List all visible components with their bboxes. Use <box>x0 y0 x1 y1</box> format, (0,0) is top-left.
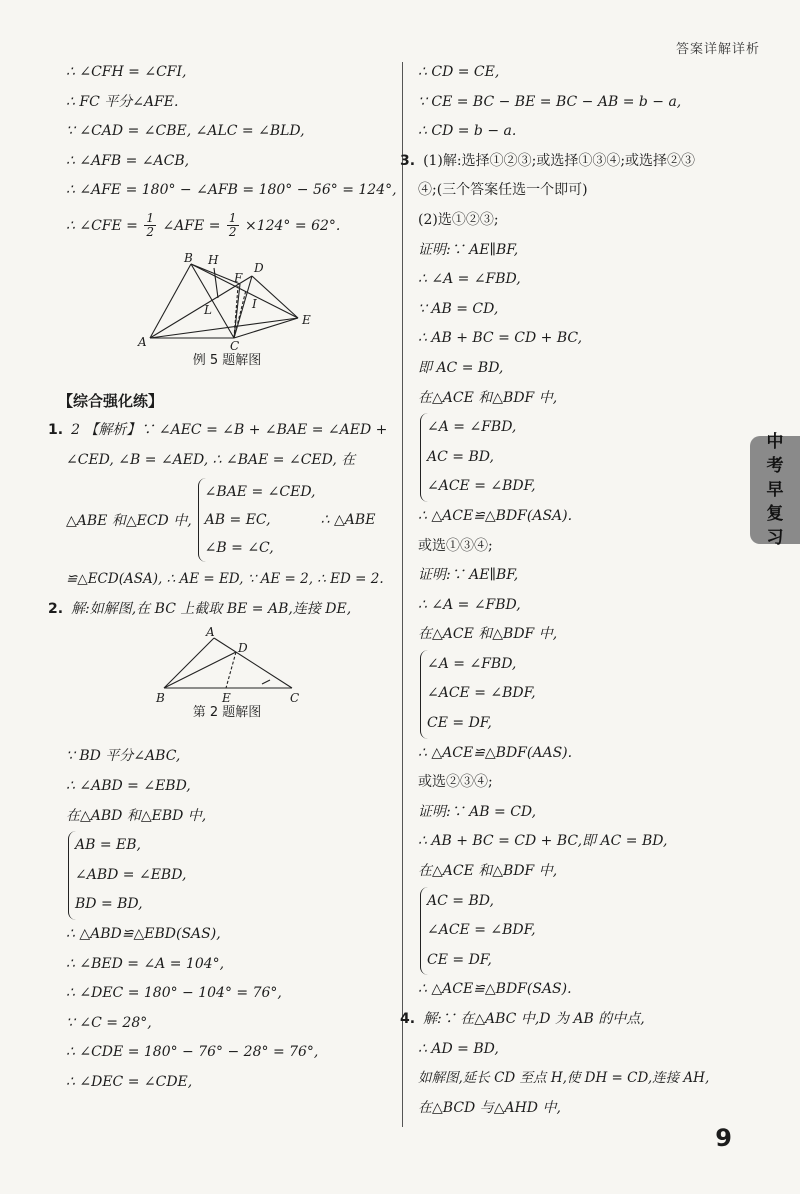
text-line: ∴ FC 平分∠AFE. <box>66 93 179 110</box>
text-segment: △ABE 和△ECD 中, <box>66 513 192 530</box>
fraction <box>227 212 239 239</box>
text-line: 在△BCD 与△AHD 中, <box>418 1099 561 1116</box>
text-line: ∴ ∠CFH = ∠CFI, <box>66 64 187 80</box>
text-line: ∠ACE = ∠BDF, <box>427 478 536 495</box>
text-line: ∵ ∠C = 28°, <box>66 1014 152 1031</box>
text-line: ∴ CD = b − a. <box>418 123 517 140</box>
text-line: ∴ ∠DEC = ∠CDE, <box>66 1073 193 1090</box>
text-line: ∴ ∠AFB = ∠ACB, <box>66 152 190 169</box>
fraction <box>144 212 156 239</box>
fig2-label-B: B <box>156 691 165 703</box>
spacer <box>66 372 388 386</box>
question-number: 2. <box>48 600 64 617</box>
text-line: ∴ AB + BC = CD + BC, <box>418 330 583 347</box>
right-column <box>400 58 758 1123</box>
text-line: ∠ACE = ∠BDF, <box>427 685 536 702</box>
figure-example-5 <box>66 250 388 350</box>
fig1-label-H: H <box>208 252 219 267</box>
text-line: ∠CED, ∠B = ∠AED, ∴ ∠BAE = ∠CED, 在 <box>66 451 356 468</box>
spacer <box>66 724 388 742</box>
text-line: BD = BD, <box>75 896 143 913</box>
brace-system <box>420 413 597 502</box>
fig1-label-B: B <box>184 250 193 265</box>
text-line: CE = DF, <box>427 951 492 968</box>
fig1-label-E: E <box>302 312 311 327</box>
fig2-label-D: D <box>238 641 248 656</box>
text-line: (2)选①②③; <box>418 211 499 228</box>
text-line: 如解图,延长 CD 至点 H,使 DH = CD,连接 AH, <box>418 1070 710 1087</box>
text-line: ∠BAE = ∠CED, <box>204 484 316 501</box>
text-line: ∴ ∠DEC = 180° − 104° = 76°, <box>66 985 282 1002</box>
text-line: ∠B = ∠C, <box>204 540 274 557</box>
text-line: ∠ACE = ∠BDF, <box>427 922 536 939</box>
text-line: ∴ AB + BC = CD + BC,即 AC = BD, <box>418 833 668 850</box>
text-segment: 2 【解析】∵ ∠AEC = ∠B + ∠BAE = ∠AED + <box>71 421 388 438</box>
text-line: 或选①③④; <box>418 537 493 554</box>
numerator: 1 <box>228 211 237 226</box>
column-divider <box>402 62 403 1127</box>
side-tab-char: 习 <box>766 528 784 548</box>
text-segment: (1)解:选择①②③;或选择①③④;或选择②③ <box>423 152 696 169</box>
brace-system <box>198 478 315 562</box>
text-line: 在△ACE 和△BDF 中, <box>418 863 558 880</box>
text-line: ∴ AD = BD, <box>418 1040 499 1057</box>
text-line: AC = BD, <box>427 448 494 465</box>
text-line: ∴ △ABD≌△EBD(SAS), <box>66 925 221 942</box>
text-line: ∴ ∠BED = ∠A = 104°, <box>66 955 225 972</box>
text-line: ④;(三个答案任选一个即可) <box>418 182 588 199</box>
text-line: ∴ CD = CE, <box>418 64 500 80</box>
text-segment: 解:如解图,在 BC 上截取 BE = AB,连接 DE, <box>71 600 352 617</box>
question-number: 1. <box>48 421 64 438</box>
text-line: ∵ CE = BC − BE = BC − AB = b − a, <box>418 93 682 110</box>
text-line: ∴ △ACE≌△BDF(SAS). <box>418 981 572 998</box>
text-line: ∴ △ACE≌△BDF(ASA). <box>418 507 573 524</box>
text-line: ∴ ∠ABD = ∠EBD, <box>66 777 191 794</box>
fig1-label-F: F <box>234 270 243 285</box>
figure-question-2-diagram <box>66 624 388 702</box>
text-line: ∵ AB = CD, <box>418 300 499 317</box>
fraction-line <box>66 206 388 246</box>
fig1-label-L: L <box>204 302 212 317</box>
text-line: 即 AC = BD, <box>418 359 504 376</box>
text-line: ∴ ∠A = ∠FBD, <box>418 596 521 613</box>
side-tab-char: 考 <box>766 456 784 476</box>
text-line: 在△ABD 和△EBD 中, <box>66 807 207 824</box>
text-line: 在△ACE 和△BDF 中, <box>418 389 558 406</box>
brace-system <box>420 887 597 976</box>
q4-line <box>400 1005 758 1035</box>
text-line: CE = DF, <box>427 715 492 732</box>
text-line: ∴ ∠AFE = 180° − ∠AFB = 180° − 56° = 124°, <box>66 182 397 199</box>
numerator: 1 <box>146 211 155 226</box>
text-line: ∴ △ACE≌△BDF(AAS). <box>418 744 573 761</box>
text-line: 在△ACE 和△BDF 中, <box>418 626 558 643</box>
denominator: 2 <box>228 225 237 240</box>
text-segment: ×124° = 62°. <box>244 217 341 234</box>
fig2-label-C: C <box>290 691 300 703</box>
text-line: 或选②③④; <box>418 774 493 791</box>
text-line: AC = BD, <box>427 892 494 909</box>
text-line: ∵ ∠CAD = ∠CBE, ∠ALC = ∠BLD, <box>66 123 305 140</box>
fig1-label-C: C <box>230 338 240 350</box>
text-line: ∴ ∠CDE = 180° − 76° − 28° = 76°, <box>66 1044 319 1061</box>
side-tab-char: 早 <box>766 480 784 500</box>
brace-system <box>68 831 235 920</box>
side-tab-char: 复 <box>766 504 784 524</box>
side-tab <box>750 432 800 548</box>
text-line: ≌△ECD(ASA), ∴ AE = ED, ∵ AE = 2, ∴ ED = 2. <box>66 571 384 588</box>
fig1-label-A: A <box>138 334 147 349</box>
text-segment: ∠AFE = <box>162 217 221 234</box>
figure-caption: 第 2 题解图 <box>192 705 262 721</box>
q3-line <box>400 147 758 177</box>
text-segment: ∴ ∠CFE = <box>66 217 138 234</box>
fig1-label-I: I <box>252 296 257 311</box>
question-number: 4. <box>400 1011 416 1027</box>
fig2-label-E: E <box>222 691 231 703</box>
page-number: 9 <box>715 1124 732 1152</box>
text-line: AB = EC, <box>204 512 271 529</box>
figure-caption: 例 5 题解图 <box>192 352 262 368</box>
text-line: ∴ ∠A = ∠FBD, <box>418 271 521 288</box>
text-line: ∠ABD = ∠EBD, <box>75 866 187 883</box>
fig1-label-D: D <box>254 260 264 275</box>
q1-line <box>48 416 388 446</box>
text-line: ∠A = ∠FBD, <box>427 419 517 436</box>
figure-example-5-diagram <box>66 250 388 350</box>
text-segment: ∴ △ABE <box>320 512 376 529</box>
left-column <box>48 58 397 1097</box>
side-tab-char: 中 <box>766 432 784 452</box>
text-line: ∠A = ∠FBD, <box>427 655 517 672</box>
running-header: 答案详解详析 <box>675 42 760 57</box>
brace-system <box>420 650 597 739</box>
question-number: 3. <box>400 152 416 169</box>
q2-line <box>48 595 388 625</box>
q1-brace-row <box>66 475 388 565</box>
figure-question-2 <box>66 624 388 702</box>
text-line: AB = EB, <box>75 837 141 854</box>
fig2-label-A: A <box>206 625 215 640</box>
proof-line: 证明:∵ AB = CD, <box>418 803 537 820</box>
proof-line: 证明:∵ AE∥BF, <box>418 241 519 258</box>
proof-line: 证明:∵ AE∥BF, <box>418 567 519 584</box>
text-segment: 解:∵ 在△ABC 中,D 为 AB 的中点, <box>423 1011 645 1027</box>
section-title: 【综合强化练】 <box>58 391 164 410</box>
text-line: ∵ BD 平分∠ABC, <box>66 748 181 765</box>
denominator: 2 <box>146 225 155 240</box>
